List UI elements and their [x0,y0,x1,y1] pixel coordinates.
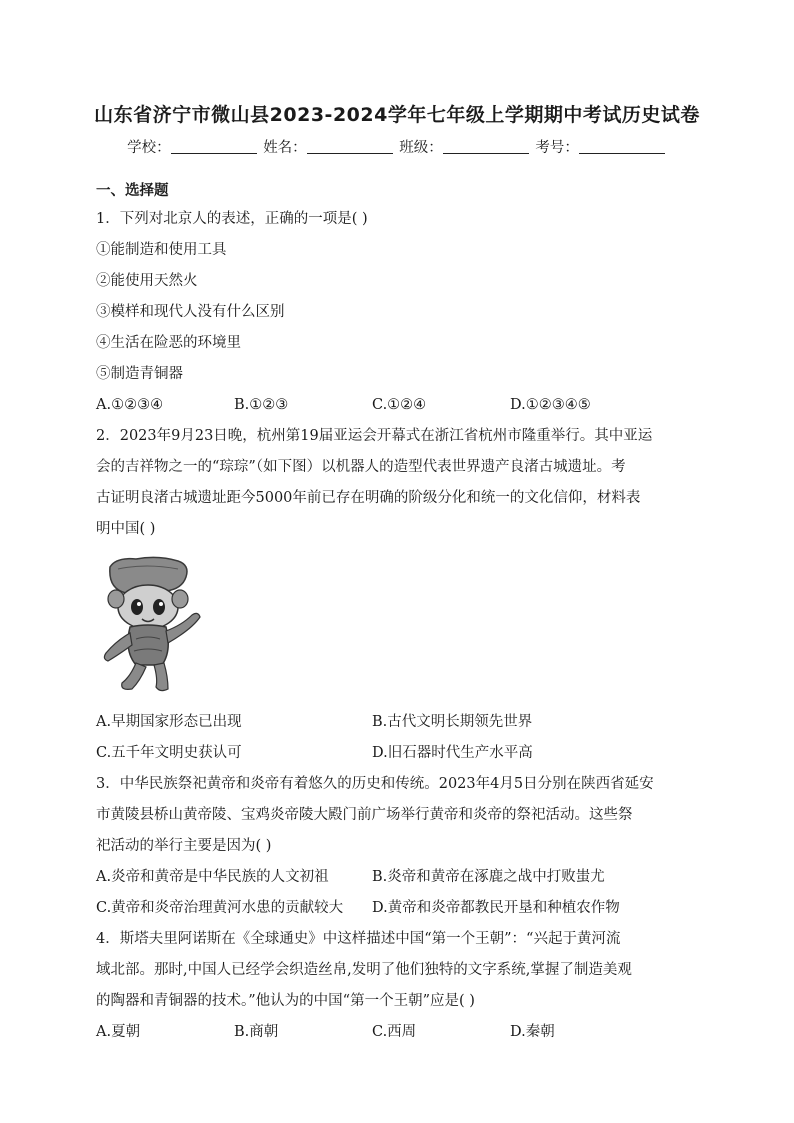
question-1 [96,204,702,421]
option-a[interactable]: A.夏朝 [96,1024,141,1040]
name-blank[interactable] [307,140,393,154]
option-c[interactable]: C.①②④ [372,397,427,413]
question-stem-line: 3．中华民族祭祀黄帝和炎帝有着悠久的历史和传统。2023年4月5日分别在陕西省延安 [96,776,654,792]
question-2 [96,421,702,769]
question-stem-line: 2．2023年9月23日晚，杭州第19届亚运会开幕式在浙江省杭州市隆重举行。其中亚运 [96,428,653,444]
statement-item: ③模样和现代人没有什么区别 [96,304,285,320]
answer-options [96,738,702,769]
option-a[interactable]: A.炎帝和黄帝是中华民族的人文初祖 [96,869,329,885]
statement-item: ⑤制造青铜器 [96,366,183,382]
section-heading: 一、选择题 [96,183,169,199]
statement-item: ①能制造和使用工具 [96,242,227,258]
name-label: 姓名： [263,140,307,156]
answer-options [96,707,702,738]
option-b[interactable]: B.①②③ [234,397,289,413]
exam-content [96,180,702,1048]
school-label: 学校： [127,140,171,156]
option-c[interactable]: C.黄帝和炎帝治理黄河水患的贡献较大 [96,900,344,916]
option-c[interactable]: C.西周 [372,1024,417,1040]
answer-options [96,1017,702,1048]
question-stem-line: 域北部。那时,中国人已经学会织造丝帛,发明了他们独特的文字系统,掌握了制造美观 [96,962,632,978]
mascot-figure [96,555,702,695]
school-blank[interactable] [171,140,257,154]
question-stem: 1．下列对北京人的表述，正确的一项是( ) [96,211,368,227]
statement-item: ②能使用天然火 [96,273,198,289]
option-b[interactable]: B.炎帝和黄帝在涿鹿之战中打败蚩尤 [372,869,605,885]
answer-options [96,893,702,924]
class-label: 班级： [399,140,443,156]
question-stem-line: 古证明良渚古城遗址距今5000年前已存在明确的阶级分化和统一的文化信仰，材料表 [96,490,641,506]
number-label: 考号： [535,140,579,156]
answer-options [96,390,702,421]
option-b[interactable]: B.商朝 [234,1024,279,1040]
option-d[interactable]: D.秦朝 [510,1024,555,1040]
option-d[interactable]: D.黄帝和炎帝都教民开垦和种植农作物 [372,900,620,916]
option-a[interactable]: A.①②③④ [96,397,164,413]
option-c[interactable]: C.五千年文明史获认可 [96,745,242,761]
question-stem-line: 的陶器和青铜器的技术。”他认为的中国“第一个王朝”应是( ) [96,993,475,1009]
question-stem-line: 市黄陵县桥山黄帝陵、宝鸡炎帝陵大殿门前广场举行黄帝和炎帝的祭祀活动。这些祭 [96,807,633,823]
class-blank[interactable] [443,140,529,154]
option-d[interactable]: D.旧石器时代生产水平高 [372,745,533,761]
question-stem-line: 4．斯塔夫里阿诺斯在《全球通史》中这样描述中国“第一个王朝”：“兴起于黄河流 [96,931,621,947]
answer-options [96,862,702,893]
student-info-line [0,136,794,157]
congcong-mascot-image [96,555,206,695]
question-4 [96,924,702,1048]
option-a[interactable]: A.早期国家形态已出现 [96,714,242,730]
question-3 [96,769,702,924]
option-b[interactable]: B.古代文明长期领先世界 [372,714,533,730]
option-d[interactable]: D.①②③④⑤ [510,397,591,413]
statement-item: ④生活在险恶的环境里 [96,335,241,351]
question-stem-line: 明中国( ) [96,521,156,537]
question-stem-line: 祀活动的举行主要是因为( ) [96,838,272,854]
page-title: 山东省济宁市微山县2023-2024学年七年级上学期期中考试历史试卷 [94,104,700,126]
number-blank[interactable] [579,140,665,154]
question-stem-line: 会的吉祥物之一的“琮琮”（如下图）以机器人的造型代表世界遗产良渚古城遗址。考 [96,459,626,475]
